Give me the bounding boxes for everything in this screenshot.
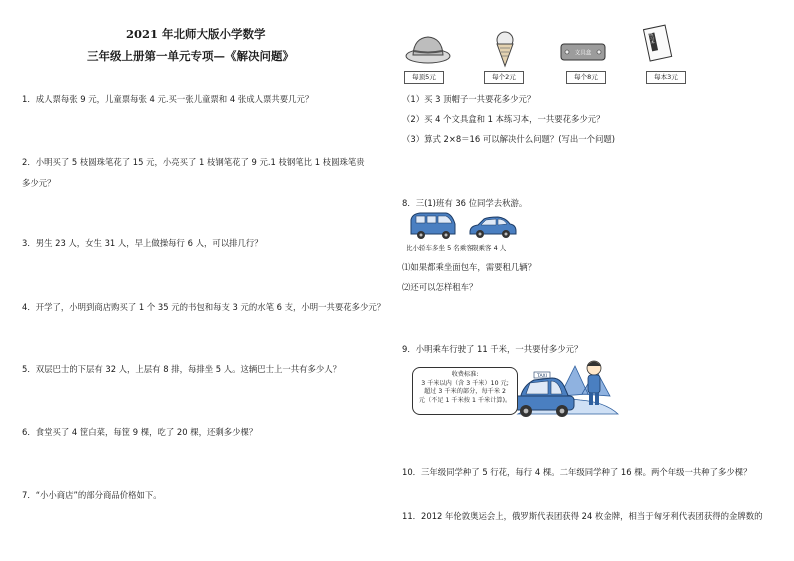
question-7: 7．“小小商店”的部分商品价格如下。 <box>22 490 162 500</box>
question-9: 9．小明乘车行驶了 11 千米，一共要付多少元？ <box>402 344 583 354</box>
question-8-sub-2: ⑵还可以怎样租车？ <box>402 282 478 292</box>
fare-standard-title: 收费标准: <box>451 371 479 378</box>
fare-standard-box <box>412 367 518 415</box>
question-8-sub-1: ⑴如果都乘坐面包车，需要租几辆？ <box>402 262 536 272</box>
fare-standard-line2: 超过 3 千米的部分，每千米 2 <box>424 388 506 396</box>
question-7-sub-3: （3）算式 2×8＝16 可以解决什么问题？(写出一个问题) <box>402 134 616 144</box>
minibus-caption: 比小轿车多坐 5 名乘客 <box>406 244 473 252</box>
pencil-box-icon <box>560 42 606 62</box>
question-7-sub-2: （2）买 4 个文具盒和 1 本练习本，一共要花多少元？ <box>402 114 605 124</box>
hat-icon <box>404 32 452 66</box>
question-2: 2．小明买了 5 枝圆珠笔花了 15 元，小亮买了 1 枝钢笔花了 9 元.1 枝钢笔比 1 枝圆珠笔贵 <box>22 157 365 167</box>
question-5: 5．双层巴士的下层有 32 人，上层有 8 排，每排坐 5 人。这辆巴士上一共有多少人？ <box>22 364 341 374</box>
question-11: 11．2012 年伦敦奥运会上，俄罗斯代表团获得 24 枚金牌，相当于匈牙利代表团获得的金牌数的 <box>402 511 763 521</box>
question-2-cont: 多少元？ <box>22 178 56 188</box>
question-10: 10．三年级同学种了 5 行花，每行 4 棵。二年级同学种了 16 棵。两个年级一共种了多少棵？ <box>402 467 752 477</box>
question-8: 8．三(1)班有 36 位同学去秋游。 <box>402 198 528 208</box>
page-title-line1: 2021 年北师大版小学数学 <box>126 27 266 41</box>
notebook-icon <box>642 24 674 66</box>
question-7-sub-1: （1）买 3 顶帽子一共要花多少元？ <box>402 94 536 104</box>
shop-item-pencil-box <box>560 30 636 84</box>
car-caption: 限乘客 4 人 <box>472 244 507 252</box>
shop-item-ice-cream <box>482 30 558 84</box>
car-icon <box>468 214 518 240</box>
shop-item-notebook <box>640 30 716 84</box>
price-tag-ice-cream: 每个2元 <box>484 71 524 84</box>
notebook-label: 练习本 <box>648 31 657 45</box>
price-tag-hat: 每顶5元 <box>404 71 444 84</box>
fare-standard-line3: 元（不足 1 千米按 1 千米计算)。 <box>418 396 512 404</box>
page-title-line2: 三年级上册第一单元专项—《解决问题》 <box>87 49 294 63</box>
price-tag-pencil-box: 每个8元 <box>566 71 606 84</box>
price-tag-notebook: 每本3元 <box>646 71 686 84</box>
taxi-sign-text: TAXI <box>537 374 547 379</box>
question-1: 1．成人票每张 9 元，儿童票每张 4 元.买一张儿童票和 4 张成人票共要几元？ <box>22 94 314 104</box>
question-4: 4．开学了，小明到商店购买了 1 个 35 元的书包和每支 3 元的水笔 6 支，小明一共要花多少元？ <box>22 302 386 312</box>
pencil-box-label: 文具盒 <box>574 50 592 57</box>
fare-standard-line1: 3 千米以内（含 3 千米）10 元; <box>421 379 509 387</box>
question-6: 6．食堂买了 4 筐白菜，每筐 9 棵，吃了 20 棵，还剩多少棵？ <box>22 427 258 437</box>
ice-cream-icon <box>490 30 520 68</box>
shop-item-hat <box>402 30 478 84</box>
minibus-icon <box>408 210 458 240</box>
question-3: 3．男生 23 人，女生 31 人，早上做操每行 6 人，可以排几行？ <box>22 238 263 248</box>
